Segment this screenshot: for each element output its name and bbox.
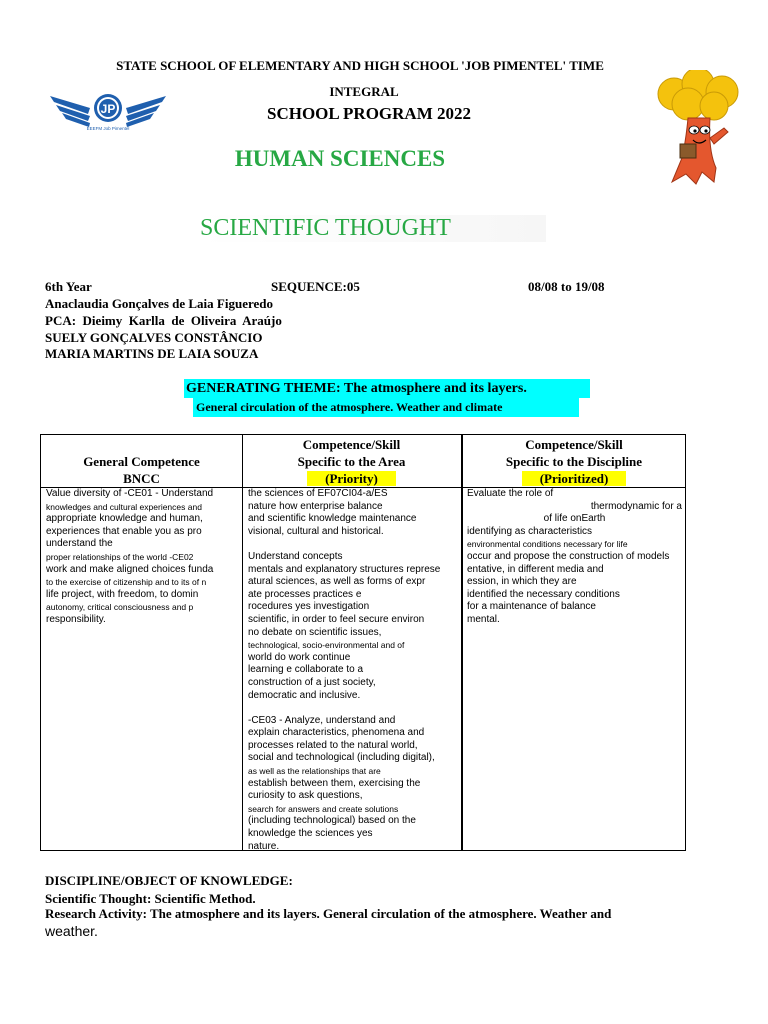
competence-table: [40, 434, 686, 851]
generating-theme: GENERATING THEME: The atmosphere and its layers.: [184, 379, 590, 398]
priority-badge: (Priority): [307, 471, 396, 486]
generating-theme-sub: General circulation of the atmosphere. Weather and climate: [193, 397, 579, 417]
logo-letter: JP: [100, 102, 116, 116]
col2-body: the sciences of EF07CI04-a/ES nature how enterprise balance and scientific knowledge maintenance visional, cultural and historical. Understand concepts mentals and explanatory structures represe atural sciences, as well as forms of expr ate processes practices e rocedures yes investigation scientific, in order to feel secure environ no debate on scientific issues, technological, socio-environmental and of world do work continue learning e collaborate to a construction of a just society, democratic and inclusive. -CE03 - Analyze, understand and explain characteristics, phenomena and processes related to the natural world, social and technological (including digital), as well as the relationships that are establish between them, exercising the curiosity to ask questions, search for answers and create solutions (including technological) based on the knowledge the sciences yes nature.: [248, 488, 441, 852]
col1-header: General Competence BNCC: [83, 454, 200, 486]
year-label: 6th Year: [45, 279, 92, 294]
research-activity-tail: weather.: [45, 923, 98, 939]
teacher-name: Anaclaudia Gonçalves de Laia Figueredo: [45, 296, 273, 311]
logo-caption: EEEFM Job Pimentel: [86, 126, 130, 131]
date-range: 08/08 to 19/08: [528, 279, 605, 294]
staff-name: MARIA MARTINS DE LAIA SOUZA: [45, 346, 259, 361]
scientific-method-line: Scientific Thought: Scientific Method.: [45, 891, 256, 906]
col1-body: Value diversity of -CE01 - Understand knowledges and cultural experiences and appropriate knowledge and human, experiences that enable you as pro understand the proper relationships of the world -CE02 work and make aligned choices funda to the exercise of citizenship and to its of n life project, with freedom, to domin autonomy, critical consciousness and p responsibility.: [46, 488, 214, 625]
program-title: SCHOOL PROGRAM 2022: [266, 104, 471, 123]
area-title: HUMAN SCIENCES: [234, 146, 446, 171]
pca-name: PCA: Dieimy Karlla de Oliveira Araújo: [45, 313, 282, 328]
staff-name: SUELY GONÇALVES CONSTÂNCIO: [45, 330, 263, 345]
col3-body: Evaluate the role of thermodynamic for a of life onEarth identifying as characteristics environmental conditions necessary for life occur and propose the construction of models entative, in different media and ession, in which they are identified the necessary conditions for a maintenance of balance mental.: [467, 488, 682, 625]
tree-mascot-icon: [652, 70, 746, 192]
prioritized-badge: (Prioritized): [522, 471, 627, 486]
col3-header: Competence/Skill Specific to the Discipline (Prioritized): [505, 437, 643, 486]
school-title-line2: INTEGRAL: [329, 84, 399, 99]
school-title: [60, 53, 660, 105]
sequence-label: SEQUENCE:05: [271, 279, 360, 294]
tree-mascot: [652, 70, 746, 192]
school-title-line1: STATE SCHOOL OF ELEMENTARY AND HIGH SCHOOL 'JOB PIMENTEL' TIME: [116, 58, 604, 73]
subject-title: SCIENTIFIC THOUGHT: [200, 215, 546, 242]
discipline-label: DISCIPLINE/OBJECT OF KNOWLEDGE:: [45, 873, 293, 888]
col2-header: Competence/Skill Specific to the Area (Priority): [297, 437, 406, 486]
research-activity: Research Activity: The atmosphere and its layers. General circulation of the atmosphere. Weather and: [45, 906, 612, 921]
